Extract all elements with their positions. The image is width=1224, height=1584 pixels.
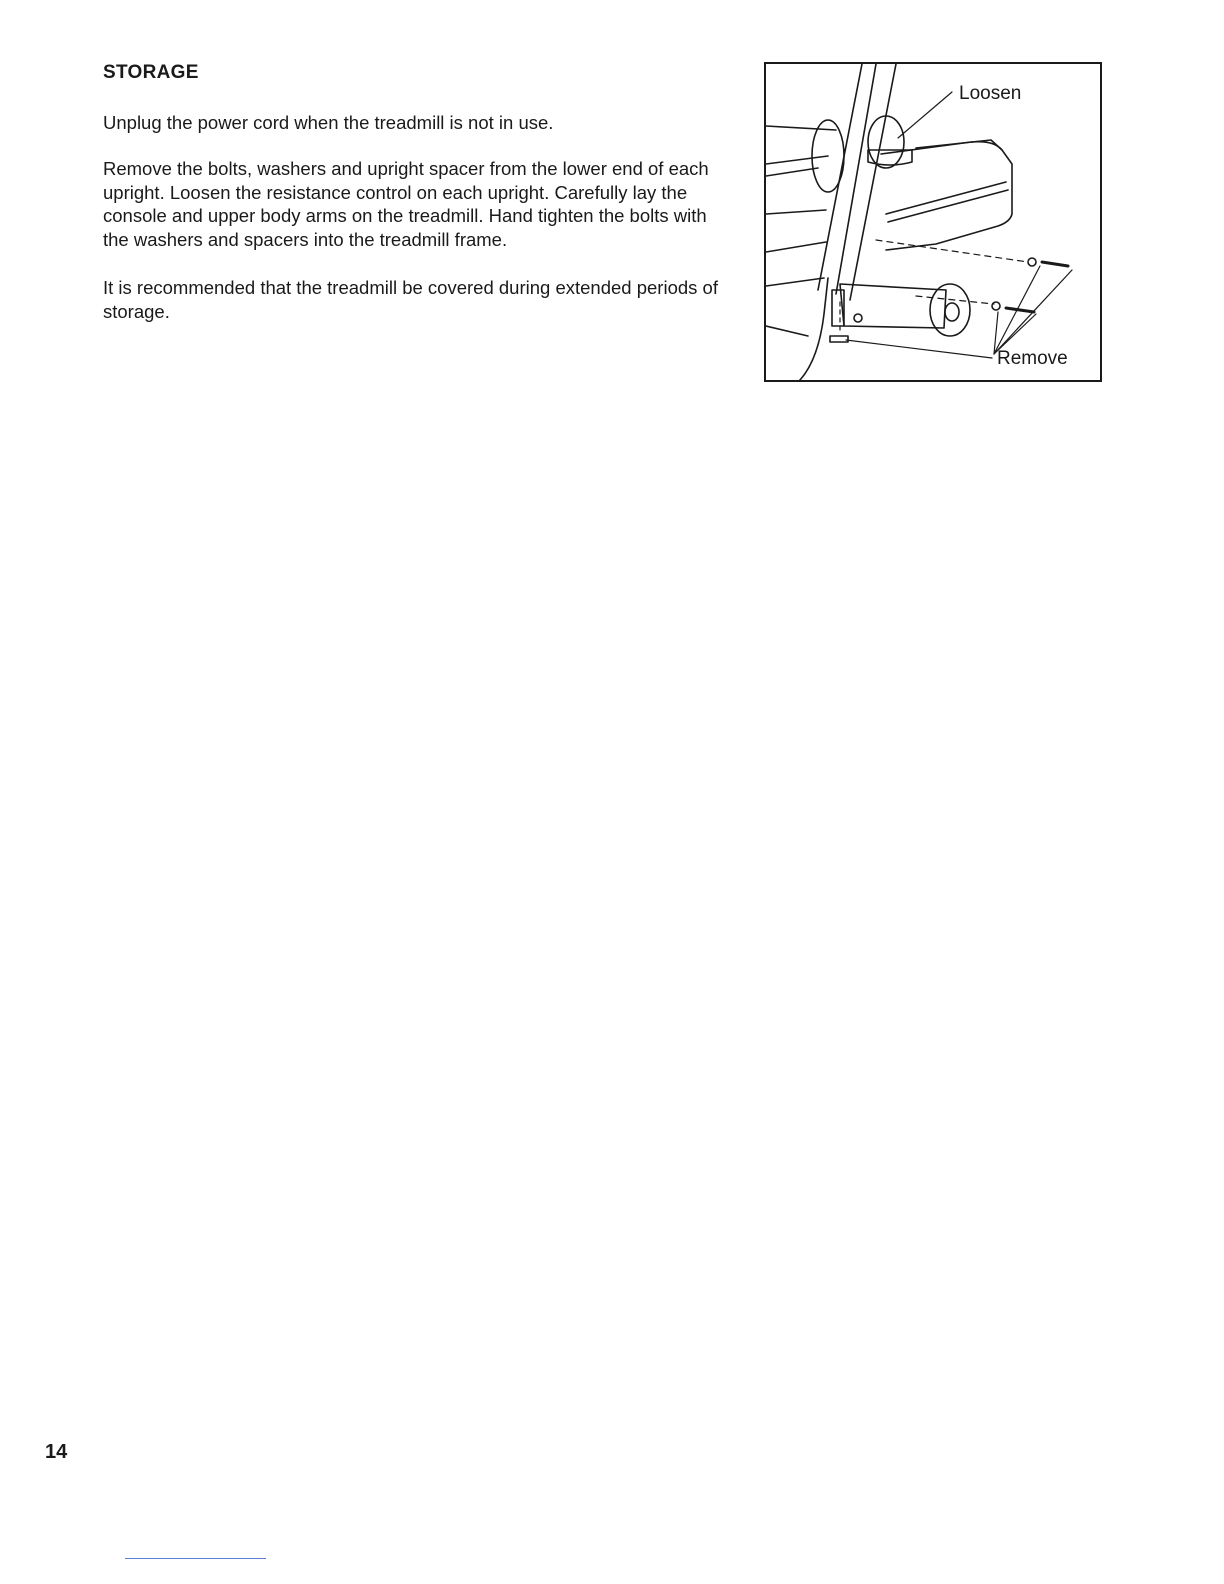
resistance-knob [868, 116, 904, 168]
bolt-lower [1006, 308, 1034, 312]
paragraph-unplug: Unplug the power cord when the treadmill is not in use. [103, 112, 554, 133]
bolt-path-upper [876, 240, 1028, 262]
wheel-outer [930, 284, 970, 336]
paragraph-cover: It is recommended that the treadmill be covered during extended periods of storage. [103, 277, 718, 322]
spacer [830, 336, 848, 342]
page-number: 14 [45, 1441, 68, 1463]
treadmill-drawing [766, 64, 1102, 382]
leader-remove-spacer [846, 340, 992, 358]
belt-edge [766, 326, 808, 336]
frame-curve [796, 278, 828, 382]
washer-lower [992, 302, 1000, 310]
frame-rail-low [766, 210, 826, 214]
callout-remove: Remove [997, 348, 1068, 369]
frame-rail-top [766, 126, 836, 130]
leader-remove-1 [994, 266, 1040, 354]
hood-shade [886, 182, 1006, 214]
footer-rule [125, 1558, 266, 1559]
frame-rail-mid [766, 168, 818, 176]
callout-loosen: Loosen [959, 83, 1022, 104]
storage-illustration [764, 62, 1102, 382]
leader-loosen [898, 92, 952, 138]
washer-upper [1028, 258, 1036, 266]
upright-back [850, 64, 896, 300]
bolt-upper [1042, 262, 1068, 266]
bracket-hole [854, 314, 862, 322]
left-roller-axle [766, 156, 828, 164]
hood-top-edge [916, 140, 1002, 150]
wheel-hub [945, 303, 959, 321]
bolt-path-lower [916, 296, 994, 304]
leader-remove-2 [994, 270, 1072, 354]
upright-front [818, 64, 862, 290]
section-title: STORAGE [103, 62, 199, 83]
paragraph-remove-bolts: Remove the bolts, washers and upright spacer from the lower end of each upright. Loosen the resistance control on each upright. Carefully lay the console and upper body arms on the treadmill. Hand tighten the bolts with the washers and spacers into the treadmill frame. [103, 158, 709, 250]
hood-shade-2 [888, 190, 1008, 222]
frame-rail-bottom [766, 278, 824, 286]
frame-rail-lower [766, 242, 826, 252]
